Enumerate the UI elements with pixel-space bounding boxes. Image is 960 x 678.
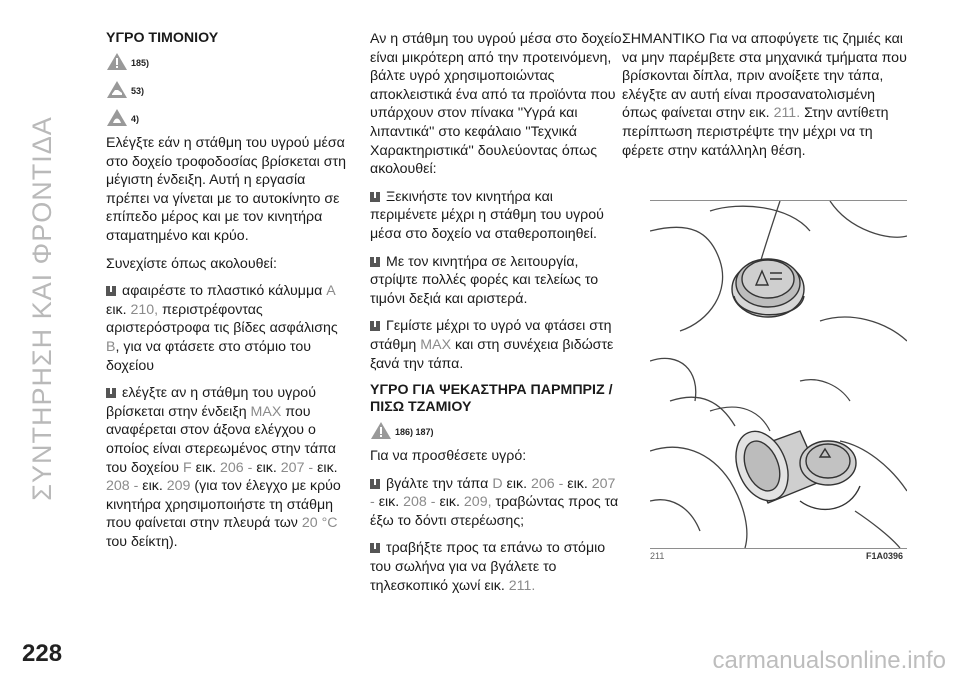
- warning-ref: [106, 106, 351, 128]
- section-heading-washer-fluid: ΥΓΡΟ ΓΙΑ ΨΕΚΑΣΤΗΡΑ ΠΑΡΜΠΡΙΖ / ΠΙΣΩ ΤΖΑΜΙΟΥ: [370, 382, 613, 416]
- warning-ref: [370, 419, 622, 441]
- step-bullet-icon: [370, 479, 380, 489]
- figure-reservoir-illustration: [650, 200, 907, 549]
- environment-icon: [106, 108, 128, 127]
- column-2: [370, 30, 622, 604]
- step-bullet-icon: [370, 257, 380, 267]
- step-item: αφαιρέστε το πλαστικό κάλυμμα A εικ. 210, περιστρέφοντας αριστερόστροφα τις βίδες ασφάλισης B, για να φτάσετε στο στόμιο του δοχείου: [106, 283, 338, 374]
- warning-triangle-icon: [106, 52, 128, 71]
- chapter-side-title: ΣΥΝΤΗΡΗΣΗ ΚΑΙ ΦΡΟΝΤΙΔΑ: [26, 115, 57, 501]
- step-item: Με τον κινητήρα σε λειτουργία, στρίψτε πολλές φορές και τελείως το τιμόνι δεξιά και αριστερά.: [370, 253, 599, 307]
- warning-code: 53): [131, 85, 145, 96]
- column-1: [106, 30, 351, 560]
- washer-reservoir-drawing: [650, 201, 907, 548]
- section-heading-steering-fluid: ΥΓΡΟ ΤΙΜΟΝΙΟΥ: [106, 30, 219, 46]
- warning-ref: [106, 50, 351, 72]
- step-item: Γεμίστε μέχρι το υγρό να φτάσει στη στάθμη MAX και στη συνέχεια βιδώστε ξανά την τάπα.: [370, 318, 614, 372]
- important-note: ΣΗΜΑΝΤΙΚΟ Για να αποφύγετε τις ζημιές και να μην παρέμβετε στα μηχανικά τμήματα που βρίσκονται δίπλα, πριν ανοίξετε την τάπα, ελέγξτε αν αυτή είναι προσανατολισμένη όπως φαίνεται στην εικ. 211. Στην αντίθετη περίπτωση περιστρέψτε την μέχρι να τη φέρετε στην κατάλληλη θέση.: [622, 31, 907, 159]
- warning-code: 4): [131, 113, 140, 124]
- hand-caution-icon: [106, 80, 128, 99]
- intro-paragraph: Για να προσθέσετε υγρό:: [370, 448, 527, 465]
- warning-triangle-icon: [370, 421, 392, 440]
- figure-code: F1A0396: [865, 551, 903, 561]
- watermark: carmanualsonline.info: [712, 647, 946, 674]
- step-item: βγάλτε την τάπα D εικ. 206 - εικ. 207 - εικ. 208 - εικ. 209, τραβώντας προς τα έξω το δόντι στερέωσης;: [370, 475, 619, 529]
- step-item: Ξεκινήστε τον κινητήρα και περιμένετε μέχρι η στάθμη του υγρού μέσα στο δοχείο να σταθεροποιηθεί.: [370, 188, 604, 242]
- step-bullet-icon: [370, 192, 380, 202]
- figure-caption: [650, 551, 907, 565]
- column-3: [622, 30, 907, 169]
- warning-ref: [106, 78, 351, 100]
- intro-paragraph: Ελέγξτε εάν η στάθμη του υγρού μέσα στο δοχείο τροφοδοσίας βρίσκεται στη μέγιστη ένδειξη. Αυτή η εργασία πρέπει να γίνεται με το αυτοκίνητο σε επίπεδο μέρος και με τον κινητήρα σταματημένο και κρύο.: [106, 135, 346, 244]
- step-item: ελέγξτε αν η στάθμη του υγρού βρίσκεται στην ένδειξη MAX που αναφέρεται στον άξονα ελέγχου ο οποίος είναι στερεωμένος στην τάπα του δοχείου F εικ. 206 - εικ. 207 - εικ. 208 - εικ. 209 (για τον έλεγχο με κρύο κινητήρα χρησιμοποιήστε τη στάθμη που φαίνεται στην πλευρά των 20 °C του δείκτη).: [106, 385, 341, 550]
- step-bullet-icon: [370, 321, 380, 331]
- page-number: 228: [22, 640, 63, 667]
- warning-code: 185): [131, 57, 150, 68]
- warning-code: 186) 187): [395, 426, 434, 437]
- step-item: τραβήξτε προς τα επάνω το στόμιο του σωλήνα για να βγάλετε το τηλεσκοπικό χωνί εικ. 211.: [370, 540, 606, 594]
- proceed-text: Συνεχίστε όπως ακολουθεί:: [106, 255, 277, 272]
- paragraph: Αν η στάθμη του υγρού μέσα στο δοχείο είναι μικρότερη από την προτεινόμενη, βάλτε υγρό χρησιμοποιώντας αποκλειστικά ένα από τα προϊόντα που υπάρχουν στον πίνακα ''Υγρά και λιπαντικά'' στο κεφάλαιο ''Τεχνικά Χαρακτηριστικά'' δουλεύοντας όπως ακολουθεί:: [370, 31, 622, 178]
- step-bullet-icon: [370, 543, 380, 553]
- step-bullet-icon: [106, 286, 116, 296]
- figure-number: 211: [650, 551, 665, 561]
- step-bullet-icon: [106, 388, 116, 398]
